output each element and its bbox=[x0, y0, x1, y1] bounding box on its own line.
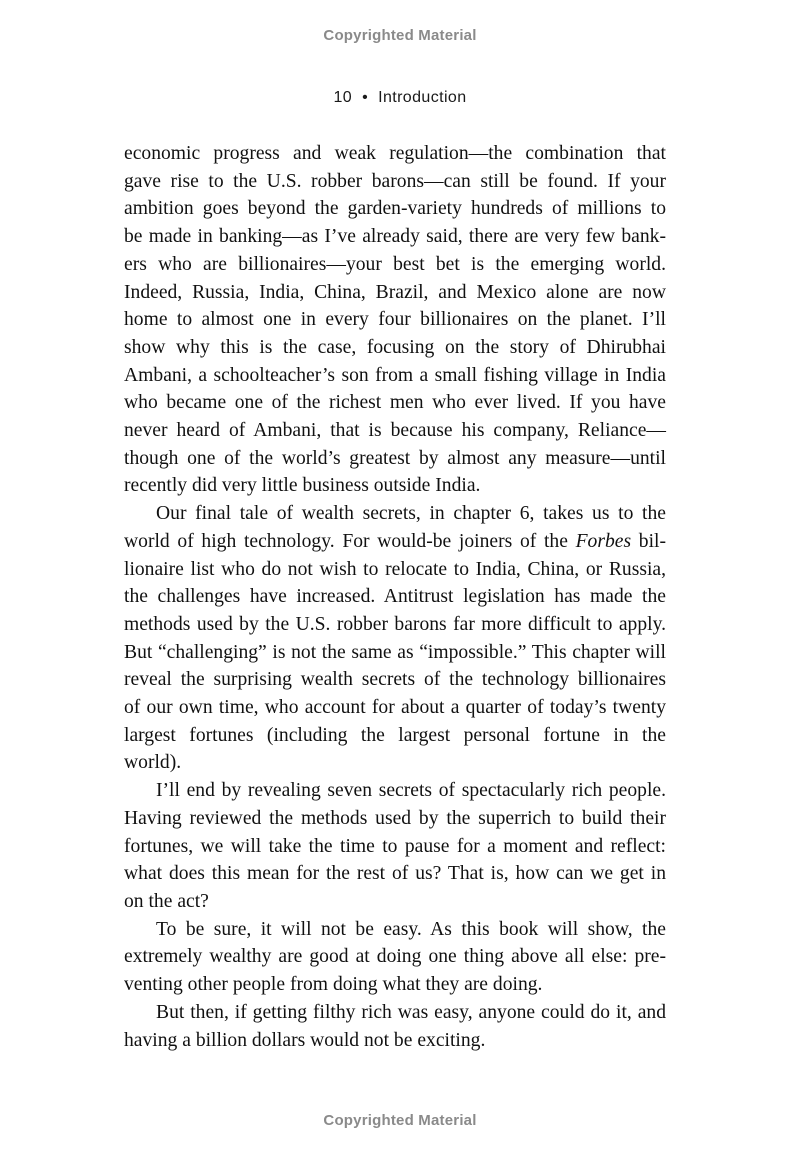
text-line: To be sure, it will not be easy. As this book will show, the bbox=[156, 918, 666, 940]
text-line: venting other people from doing what they are doing. bbox=[124, 974, 543, 996]
text-line: gave rise to the U.S. robber barons—can still be found. If your bbox=[124, 170, 666, 192]
text-line: Ambani, a schoolteacher’s son from a small fishing village in India bbox=[124, 364, 666, 386]
text-line: what does this mean for the rest of us? That is, how can we get in bbox=[124, 863, 666, 885]
text-line: I’ll end by revealing seven secrets of spectacularly rich people. bbox=[156, 780, 666, 802]
text-line: world). bbox=[124, 752, 182, 774]
text-line: extremely wealthy are good at doing one thing above all else: pre- bbox=[124, 946, 666, 968]
copyright-watermark-bottom: Copyrighted Material bbox=[323, 1112, 477, 1129]
text-line: fortunes, we will take the time to pause for a moment and reflect: bbox=[124, 835, 666, 857]
header-bullet: • bbox=[362, 89, 369, 106]
text-fragment: world of high technology. For would-be joiners of the bbox=[124, 530, 576, 552]
text-line: of our own time, who account for about a quarter of today’s twenty bbox=[124, 697, 666, 719]
italic-forbes: Forbes bbox=[575, 530, 632, 552]
running-head bbox=[0, 89, 800, 107]
text-line: Indeed, Russia, India, China, Brazil, and Mexico alone are now bbox=[124, 281, 666, 303]
text-line: reveal the surprising wealth secrets of the technology billionaires bbox=[124, 669, 666, 691]
paragraph-4 bbox=[124, 916, 666, 999]
text-line: having a billion dollars would not be exciting. bbox=[124, 1029, 486, 1051]
text-line: though one of the world’s greatest by almost any measure—until bbox=[124, 447, 666, 469]
text-line: ers who are billionaires—your best bet is the emerging world. bbox=[124, 253, 666, 275]
text-line: largest fortunes (including the largest personal fortune in the bbox=[124, 724, 666, 746]
text-line: never heard of Ambani, that is because his company, Reliance— bbox=[124, 420, 666, 442]
paragraph-2 bbox=[124, 500, 666, 777]
text-line: lionaire list who do not wish to relocate to India, China, or Russia, bbox=[124, 558, 666, 580]
text-line: who became one of the richest men who ever lived. If you have bbox=[124, 392, 666, 414]
text-line: be made in banking—as I’ve already said, there are very few bank- bbox=[124, 226, 666, 248]
copyright-watermark-top: Copyrighted Material bbox=[323, 27, 477, 44]
text-line: Our final tale of wealth secrets, in chapter 6, takes us to the bbox=[156, 503, 666, 525]
page-number: 10 bbox=[333, 89, 353, 106]
text-line: Having reviewed the methods used by the superrich to build their bbox=[124, 807, 666, 829]
text-line: But “challenging” is not the same as “impossible.” This chapter will bbox=[124, 641, 666, 663]
text-line-with-italic bbox=[124, 528, 666, 556]
text-line: show why this is the case, focusing on the story of Dhirubhai bbox=[124, 336, 666, 358]
text-fragment: bil- bbox=[631, 530, 667, 552]
paragraph-3 bbox=[124, 777, 666, 916]
text-line: methods used by the U.S. robber barons far more difficult to apply. bbox=[124, 613, 666, 635]
text-line: economic progress and weak regulation—the combination that bbox=[124, 143, 666, 164]
text-line: on the act? bbox=[124, 890, 209, 912]
paragraph-1 bbox=[124, 140, 666, 500]
text-line: ambition goes beyond the garden-variety hundreds of millions to bbox=[124, 198, 666, 220]
body-text bbox=[124, 140, 666, 1054]
paragraph-5 bbox=[124, 999, 666, 1054]
text-line: the challenges have increased. Antitrust legislation has made the bbox=[124, 586, 666, 608]
section-title: Introduction bbox=[378, 89, 467, 106]
text-line: recently did very little business outside India. bbox=[124, 475, 481, 497]
text-line: home to almost one in every four billionaires on the planet. I’ll bbox=[124, 309, 666, 331]
text-line: But then, if getting filthy rich was easy, anyone could do it, and bbox=[156, 1001, 666, 1023]
